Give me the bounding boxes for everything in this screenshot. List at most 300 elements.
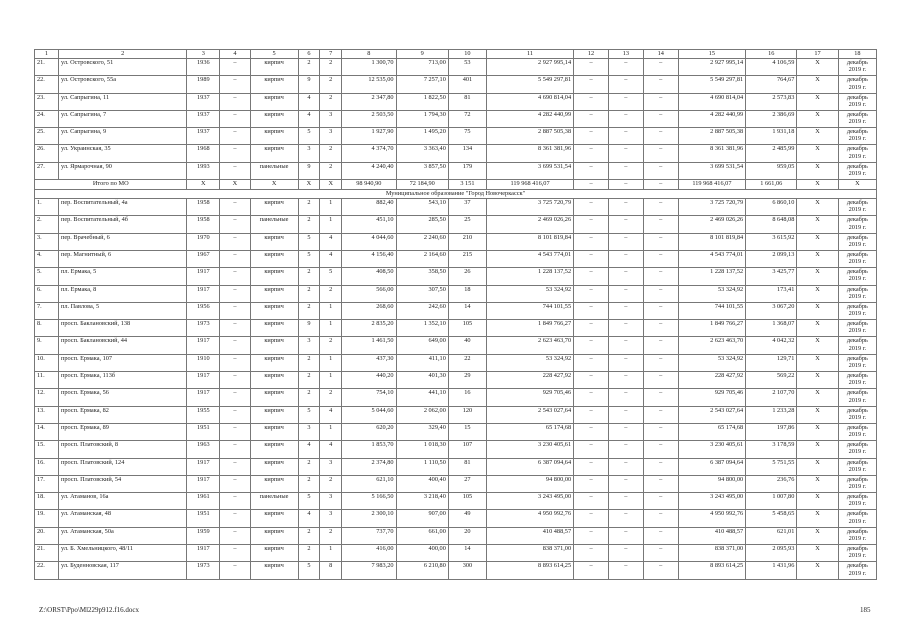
table-cell: 1 110,50 xyxy=(396,458,448,475)
table-cell: ул. Островского, 51 xyxy=(58,59,187,76)
table-cell: – xyxy=(643,562,678,579)
table-cell: кирпич xyxy=(250,110,298,127)
table-cell: 53 324,92 xyxy=(486,354,573,371)
table-cell: – xyxy=(608,110,643,127)
table-cell: X xyxy=(797,562,838,579)
table-cell: – xyxy=(574,389,609,406)
table-cell: 197,86 xyxy=(746,423,797,440)
table-cell: – xyxy=(608,372,643,389)
table-cell: X xyxy=(797,250,838,267)
table-cell: – xyxy=(220,354,250,371)
table-cell: 21. xyxy=(35,545,59,562)
table-cell: – xyxy=(643,545,678,562)
table-cell: – xyxy=(574,145,609,162)
table-cell: 1917 xyxy=(187,285,220,302)
table-cell: 4 950 992,76 xyxy=(486,510,573,527)
table-cell: X xyxy=(797,389,838,406)
table-cell: декабрь 2019 г. xyxy=(838,527,876,544)
table-cell: 3 615,92 xyxy=(746,233,797,250)
table-cell: – xyxy=(574,268,609,285)
table-cell: 18. xyxy=(35,493,59,510)
table-cell: 4 543 774,01 xyxy=(486,250,573,267)
table-cell: 75 xyxy=(448,128,486,145)
table-cell: 2 347,80 xyxy=(342,93,396,110)
table-cell: 2 623 463,70 xyxy=(678,337,746,354)
table-cell: 27. xyxy=(35,162,59,179)
table-cell: X xyxy=(797,199,838,216)
table-cell: кирпич xyxy=(250,128,298,145)
table-cell: 11 xyxy=(486,50,573,59)
table-cell: X xyxy=(797,233,838,250)
table-cell: 14 xyxy=(448,545,486,562)
table-cell: – xyxy=(608,320,643,337)
total-cell: – xyxy=(574,180,609,190)
table-cell: 737,70 xyxy=(342,527,396,544)
table-cell: X xyxy=(797,354,838,371)
table-cell: кирпич xyxy=(250,510,298,527)
table-cell: 2 469 026,26 xyxy=(486,216,573,233)
table-cell: декабрь 2019 г. xyxy=(838,128,876,145)
table-cell: панельные xyxy=(250,216,298,233)
table-cell: – xyxy=(220,423,250,440)
table-cell: просп. Платовский, 124 xyxy=(58,458,187,475)
table-cell: 358,50 xyxy=(396,268,448,285)
table-cell: декабрь 2019 г. xyxy=(838,510,876,527)
table-row xyxy=(35,216,877,233)
table-cell: – xyxy=(643,372,678,389)
table-cell: 1917 xyxy=(187,545,220,562)
table-cell: 3 725 720,79 xyxy=(486,199,573,216)
table-cell: – xyxy=(643,128,678,145)
table-cell: 3 xyxy=(320,493,342,510)
table-cell: X xyxy=(797,59,838,76)
total-cell: 1 661,06 xyxy=(746,180,797,190)
table-cell: 401 xyxy=(448,76,486,93)
table-cell: 1 931,18 xyxy=(746,128,797,145)
table-cell: 3 230 405,61 xyxy=(678,441,746,458)
table-cell: – xyxy=(574,128,609,145)
table-cell: 9 xyxy=(396,50,448,59)
table-cell: – xyxy=(574,510,609,527)
table-cell: 1989 xyxy=(187,76,220,93)
table-cell: 1 300,70 xyxy=(342,59,396,76)
table-cell: 15 xyxy=(678,50,746,59)
total-cell: X xyxy=(320,180,342,190)
table-cell: 19. xyxy=(35,510,59,527)
table-cell: – xyxy=(643,493,678,510)
table-cell: кирпич xyxy=(250,423,298,440)
table-cell: 1 849 766,27 xyxy=(486,320,573,337)
table-cell: 29 xyxy=(448,372,486,389)
section-title: Муниципальное образование "Город Новочеркасск" xyxy=(35,190,877,199)
table-row xyxy=(35,268,877,285)
table-cell: декабрь 2019 г. xyxy=(838,216,876,233)
table-cell: ул. Буденновская, 117 xyxy=(58,562,187,579)
table-row xyxy=(35,493,877,510)
table-cell: 2 xyxy=(298,268,320,285)
table-cell: – xyxy=(220,162,250,179)
housing-table xyxy=(34,49,877,580)
table-cell: 838 371,00 xyxy=(486,545,573,562)
table-cell: – xyxy=(643,302,678,319)
total-cell: X xyxy=(187,180,220,190)
table-cell: просп. Баклановский, 44 xyxy=(58,337,187,354)
table-cell: 2 573,83 xyxy=(746,93,797,110)
table-cell: 307,50 xyxy=(396,285,448,302)
table-cell: 107 xyxy=(448,441,486,458)
table-cell: 5 xyxy=(298,128,320,145)
table-cell: – xyxy=(574,493,609,510)
table-cell: 14. xyxy=(35,423,59,440)
table-row xyxy=(35,337,877,354)
table-cell: 3 243 495,00 xyxy=(486,493,573,510)
table-cell: 4 282 440,99 xyxy=(486,110,573,127)
table-cell: 3 243 495,00 xyxy=(678,493,746,510)
table-cell: 13. xyxy=(35,406,59,423)
table-row xyxy=(35,458,877,475)
table-cell: 1973 xyxy=(187,320,220,337)
table-cell: X xyxy=(797,110,838,127)
table-cell: X xyxy=(797,285,838,302)
table-cell: X xyxy=(797,458,838,475)
table-cell: – xyxy=(608,337,643,354)
table-row xyxy=(35,199,877,216)
total-cell: X xyxy=(250,180,298,190)
table-cell: 228 427,92 xyxy=(678,372,746,389)
table-cell: – xyxy=(608,268,643,285)
table-cell: 134 xyxy=(448,145,486,162)
table-cell: – xyxy=(574,458,609,475)
table-cell: 13 xyxy=(608,50,643,59)
table-row xyxy=(35,128,877,145)
table-cell: – xyxy=(643,76,678,93)
table-cell: кирпич xyxy=(250,268,298,285)
table-cell: – xyxy=(220,406,250,423)
table-cell: 3 725 720,79 xyxy=(678,199,746,216)
table-cell: 410 488,57 xyxy=(678,527,746,544)
table-cell: 3. xyxy=(35,233,59,250)
table-cell: 8 xyxy=(342,50,396,59)
table-cell: 2 927 995,14 xyxy=(486,59,573,76)
table-cell: 4 240,40 xyxy=(342,162,396,179)
table-cell: пер. Врачебный, 6 xyxy=(58,233,187,250)
table-cell: 22. xyxy=(35,562,59,579)
table-cell: 53 324,92 xyxy=(678,354,746,371)
table-cell: – xyxy=(220,545,250,562)
table-cell: 929 705,46 xyxy=(678,389,746,406)
table-cell: пер. Воспитательный, 4б xyxy=(58,216,187,233)
table-cell: 1 xyxy=(320,372,342,389)
table-cell: 1937 xyxy=(187,93,220,110)
table-cell: 2 099,13 xyxy=(746,250,797,267)
table-row xyxy=(35,76,877,93)
table-cell: 16. xyxy=(35,458,59,475)
table-cell: 907,00 xyxy=(396,510,448,527)
table-cell: ул. Атаманская, 48 xyxy=(58,510,187,527)
table-cell: – xyxy=(220,268,250,285)
table-cell: 81 xyxy=(448,458,486,475)
table-cell: X xyxy=(797,76,838,93)
table-cell: 3 xyxy=(320,510,342,527)
table-cell: 1 352,10 xyxy=(396,320,448,337)
total-cell: – xyxy=(643,180,678,190)
table-cell: декабрь 2019 г. xyxy=(838,545,876,562)
table-cell: 20 xyxy=(448,527,486,544)
table-cell: 9 xyxy=(298,76,320,93)
table-row xyxy=(35,59,877,76)
table-cell: 53 324,92 xyxy=(486,285,573,302)
table-cell: 1 794,30 xyxy=(396,110,448,127)
table-cell: 5 xyxy=(298,233,320,250)
table-cell: 2 xyxy=(320,285,342,302)
table-cell: 2 386,69 xyxy=(746,110,797,127)
table-cell: 8 893 614,25 xyxy=(486,562,573,579)
table-cell: 1 233,28 xyxy=(746,406,797,423)
table-cell: – xyxy=(643,389,678,406)
table-cell: 2 xyxy=(320,145,342,162)
table-cell: кирпич xyxy=(250,545,298,562)
table-cell: 1917 xyxy=(187,268,220,285)
table-cell: 2 623 463,70 xyxy=(486,337,573,354)
table-cell: 24. xyxy=(35,110,59,127)
column-number-row xyxy=(35,50,877,59)
table-cell: – xyxy=(220,458,250,475)
table-cell: 1937 xyxy=(187,110,220,127)
table-cell: 26 xyxy=(448,268,486,285)
table-cell: – xyxy=(608,216,643,233)
table-cell: 1973 xyxy=(187,562,220,579)
table-cell: X xyxy=(797,145,838,162)
table-cell: – xyxy=(220,110,250,127)
table-cell: – xyxy=(608,545,643,562)
table-cell: 65 174,68 xyxy=(486,423,573,440)
table-cell: – xyxy=(220,59,250,76)
table-cell: 10. xyxy=(35,354,59,371)
table-cell: 3 xyxy=(187,50,220,59)
table-cell: – xyxy=(643,285,678,302)
table-cell: – xyxy=(608,493,643,510)
table-cell: – xyxy=(608,128,643,145)
table-cell: 5. xyxy=(35,268,59,285)
table-cell: 441,10 xyxy=(396,389,448,406)
table-cell: кирпич xyxy=(250,475,298,492)
table-cell: 2 503,50 xyxy=(342,110,396,127)
table-cell: кирпич xyxy=(250,59,298,76)
table-cell: 4 xyxy=(298,441,320,458)
table-cell: 4 xyxy=(298,110,320,127)
table-cell: 2 xyxy=(320,76,342,93)
table-cell: – xyxy=(574,337,609,354)
table-cell: 410 488,57 xyxy=(486,527,573,544)
table-cell: – xyxy=(574,216,609,233)
table-cell: 179 xyxy=(448,162,486,179)
table-cell: 6 860,10 xyxy=(746,199,797,216)
table-cell: 661,00 xyxy=(396,527,448,544)
table-cell: – xyxy=(220,527,250,544)
table-cell: 81 xyxy=(448,93,486,110)
table-cell: 4 690 814,04 xyxy=(678,93,746,110)
table-cell: 2 887 505,38 xyxy=(678,128,746,145)
table-cell: – xyxy=(220,216,250,233)
table-cell: 7 257,10 xyxy=(396,76,448,93)
table-cell: декабрь 2019 г. xyxy=(838,320,876,337)
table-cell: X xyxy=(797,475,838,492)
table-cell: 7 983,20 xyxy=(342,562,396,579)
table-cell: 2 887 505,38 xyxy=(486,128,573,145)
table-cell: 3 857,50 xyxy=(396,162,448,179)
table-cell: просп. Платовский, 54 xyxy=(58,475,187,492)
table-cell: 838 371,00 xyxy=(678,545,746,562)
table-cell: – xyxy=(574,423,609,440)
table-cell: – xyxy=(643,268,678,285)
total-cell: Итого по МО xyxy=(35,180,187,190)
table-row xyxy=(35,250,877,267)
table-cell: 2. xyxy=(35,216,59,233)
table-cell: ул. Сапрыгина, 9 xyxy=(58,128,187,145)
table-cell: ул. Сапрыгина, 7 xyxy=(58,110,187,127)
table-cell: ул. Ярмарочная, 90 xyxy=(58,162,187,179)
total-cell: X xyxy=(797,180,838,190)
table-cell: просп. Баклановский, 138 xyxy=(58,320,187,337)
table-cell: 5 549 297,81 xyxy=(678,76,746,93)
table-cell: 6. xyxy=(35,285,59,302)
table-cell: 408,50 xyxy=(342,268,396,285)
table-cell: 929 705,46 xyxy=(486,389,573,406)
table-cell: – xyxy=(574,285,609,302)
table-cell: – xyxy=(608,250,643,267)
table-cell: декабрь 2019 г. xyxy=(838,145,876,162)
table-cell: 1967 xyxy=(187,250,220,267)
table-cell: – xyxy=(574,110,609,127)
table-cell: 1970 xyxy=(187,233,220,250)
table-cell: декабрь 2019 г. xyxy=(838,302,876,319)
table-cell: кирпич xyxy=(250,562,298,579)
table-cell: 764,67 xyxy=(746,76,797,93)
table-cell: 744 101,55 xyxy=(486,302,573,319)
table-cell: – xyxy=(608,458,643,475)
table-cell: 1 461,50 xyxy=(342,337,396,354)
table-cell: – xyxy=(574,302,609,319)
table-cell: 26. xyxy=(35,145,59,162)
table-cell: 3 178,59 xyxy=(746,441,797,458)
table-cell: 1955 xyxy=(187,406,220,423)
table-cell: 2 543 027,64 xyxy=(678,406,746,423)
table-row xyxy=(35,562,877,579)
table-cell: декабрь 2019 г. xyxy=(838,458,876,475)
table-cell: 94 800,00 xyxy=(486,475,573,492)
table-cell: 440,20 xyxy=(342,372,396,389)
table-cell: декабрь 2019 г. xyxy=(838,423,876,440)
table-cell: 2 240,60 xyxy=(396,233,448,250)
table-cell: 14 xyxy=(448,302,486,319)
table-cell: – xyxy=(643,199,678,216)
table-cell: 11. xyxy=(35,372,59,389)
table-cell: – xyxy=(643,354,678,371)
table-row xyxy=(35,162,877,179)
table-cell: X xyxy=(797,302,838,319)
table-cell: декабрь 2019 г. xyxy=(838,406,876,423)
table-cell: 437,30 xyxy=(342,354,396,371)
table-cell: декабрь 2019 г. xyxy=(838,441,876,458)
table-cell: 12 xyxy=(574,50,609,59)
table-cell: 1 xyxy=(35,50,59,59)
table-cell: пер. Магнитный, 6 xyxy=(58,250,187,267)
table-cell: 4 xyxy=(298,510,320,527)
table-cell: декабрь 2019 г. xyxy=(838,199,876,216)
table-cell: – xyxy=(574,372,609,389)
table-row xyxy=(35,389,877,406)
table-cell: X xyxy=(797,337,838,354)
table-cell: 4 xyxy=(320,406,342,423)
table-cell: 2 xyxy=(298,285,320,302)
table-cell: 2 835,20 xyxy=(342,320,396,337)
table-cell: 3 xyxy=(298,145,320,162)
table-cell: 1968 xyxy=(187,145,220,162)
table-cell: 53 324,92 xyxy=(678,285,746,302)
total-row xyxy=(35,180,877,190)
table-cell: – xyxy=(220,441,250,458)
table-cell: 4 156,40 xyxy=(342,250,396,267)
table-cell: декабрь 2019 г. xyxy=(838,233,876,250)
table-cell: 2 xyxy=(320,93,342,110)
table-cell: 9 xyxy=(298,162,320,179)
table-cell: 2 485,99 xyxy=(746,145,797,162)
table-cell: – xyxy=(643,162,678,179)
table-cell: – xyxy=(608,389,643,406)
table-cell: – xyxy=(608,406,643,423)
table-row xyxy=(35,527,877,544)
table-cell: 2 xyxy=(298,475,320,492)
table-cell: 17 xyxy=(797,50,838,59)
table-cell: декабрь 2019 г. xyxy=(838,337,876,354)
table-cell: 14 xyxy=(643,50,678,59)
table-cell: – xyxy=(574,354,609,371)
table-cell: кирпич xyxy=(250,93,298,110)
table-cell: – xyxy=(643,250,678,267)
table-cell: X xyxy=(797,93,838,110)
table-cell: 18 xyxy=(838,50,876,59)
table-cell: – xyxy=(608,423,643,440)
table-cell: – xyxy=(643,458,678,475)
table-cell: 3 699 531,54 xyxy=(486,162,573,179)
table-cell: 25. xyxy=(35,128,59,145)
table-cell: 4 044,60 xyxy=(342,233,396,250)
table-cell: 1937 xyxy=(187,128,220,145)
table-cell: – xyxy=(643,216,678,233)
table-cell: 400,00 xyxy=(396,545,448,562)
table-cell: 37 xyxy=(448,199,486,216)
table-cell: 1958 xyxy=(187,199,220,216)
table-cell: 2 469 026,26 xyxy=(678,216,746,233)
table-cell: просп. Ермака, 56 xyxy=(58,389,187,406)
table-cell: кирпич xyxy=(250,337,298,354)
table-cell: 401,30 xyxy=(396,372,448,389)
table-cell: 105 xyxy=(448,320,486,337)
table-cell: ул. Атаманская, 50а xyxy=(58,527,187,544)
table-cell: кирпич xyxy=(250,406,298,423)
table-cell: панельные xyxy=(250,162,298,179)
table-cell: 16 xyxy=(448,389,486,406)
table-row xyxy=(35,475,877,492)
total-cell: 3 151 xyxy=(448,180,486,190)
table-cell: – xyxy=(608,441,643,458)
table-cell: 2 xyxy=(298,302,320,319)
table-cell: кирпич xyxy=(250,320,298,337)
table-cell: – xyxy=(574,59,609,76)
table-cell: просп. Ермака, 107 xyxy=(58,354,187,371)
table-cell: просп. Ермака, 82 xyxy=(58,406,187,423)
table-cell: 268,60 xyxy=(342,302,396,319)
